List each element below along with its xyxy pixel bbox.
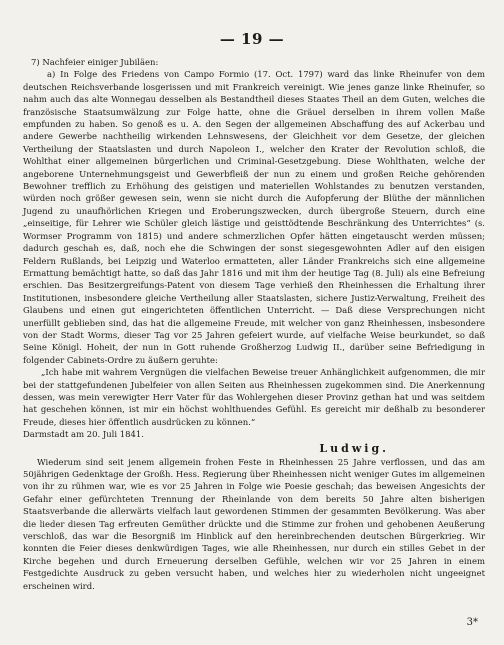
quoted-decree: „Ich habe mit wahrem Vergnügen die vielfachen Beweise treuer Anhänglichkeit aufgenommen, die mir bei der stattgefundenen Jubelfeier von allen Seiten aus Rheinhessen zugekommen sind. Die Anerkennung dessen, was mein verewigter Herr Vater für das Wohlergehen dieser Provinz gethan hat und was seitdem hat geschehen können, ist mir ein höchst wohlthuendes Gefühl. Es gereicht mir deßhalb zu besonderer Freude, dieses hier öffentlich ausdrücken zu können.“: [23, 367, 485, 427]
signature-mark: 3*: [466, 617, 478, 628]
closing-paragraph: Wiederum sind seit jenem allgemein frohen Feste in Rheinhessen 25 Jahre verflossen, und das am 50jährigen Gedenktage der Großh. Hess. Regierung über Rheinhessen nicht weniger Gutes im allgemeinen von ihr zu rühmen war, wie es vor 25 Jahren in Folge wie Poesie geschah; das beweisen Angesichts der Gefahr einer gefürchteten Trennung der Rheinlande von dem bereits 50 Jahre alten bisherigen Staatsverbande die allerwärts vielfach laut gewordenen Stimmen der gesammten Bevölkerung. Was aber die lieder diesen Tag erfreuten Gemüther drückte und die Stimme zur frohen und gehobenen Aeußerung verschloß, das war die Besorgniß im Hinblick auf den hereinbrechenden deutschen Bürgerkrieg. Wir konnten die Feier dieses denkwürdigen Tages, wie alle Rheinhessen, nur durch ein stilles Gebet in der Kirche begehen und durch Erneuerung derselben Gefühle, welchen wir vor 25 Jahren in einem Festgedichte Ausdruck zu geben versucht haben, und welches hier zu wiederholen nicht ungeeignet erscheinen wird.: [23, 456, 485, 591]
paragraph-a: a) In Folge des Friedens von Campo Formio (17. Oct. 1797) ward das linke Rheinufer von dem deutschen Reichsverbande losgerissen und mit Frankreich vereinigt. Wie jenes ganze linke Rheinufer, so nahm auch das alte Wonnegau desselben als Bestandtheil dieses Staates Theil an dem Guten, welches die französische Staatsumwälzung zur Folge hatte, ohne die Gräuel derselben in ihrem vollen Maße empfunden zu haben. So genoß es u. A. den Segen der allgemeinen Abschaffung des auf Ackerbau und andere Gewerbe nachtheilig wirkenden Lehnswesens, der Gleichheit vor dem Gesetze, der gleichen Vertheilung der Staatslasten und durch Napoleon I., welcher den Krater der Revolution schloß, die Wohlthat einer allgemeinen bürgerlichen und Criminal-Gesetzgebung. Diese Wohlthaten, welche der angeborene Unternehmungsgeist und Gewerbfleiß der nun zu einem und großen Reiche gehörenden Bewohner trefflich zu Erhöhung des geistigen und materiellen Wohlstandes zu benutzen verstanden, würden noch größer gewesen sein, wenn sie nicht durch die Aufopferung der Blüthe der männlichen Jugend zu unaufhörlichen Kriegen und Eroberungszwecken, durch übergroße Steuern, durch eine „einseitige, für Lehrer wie Schüler gleich lästige und geisttödtende Beschränkung des Unterrichtes“ (s. Wormser Programm von 1815) und andere schmerzlichen Opfer hätten eingetauscht werden müssen; dadurch geschah es, daß, noch ehe die Schwingen der sonst siegesgewohnten Adler auf den eisigen Feldern Rußlands, bei Leipzig und Waterloo ermatteten, aller Länder Frankreichs sich eine allgemeine Ermattung bemächtigt hatte, so daß das Jahr 1816 und mit ihm der heutige Tag (8. Juli) als eine Befreiung erschien. Das Besitzergreifungs-Patent von diesem Tage verhieß den Rheinhessen die Erhaltung ihrer Institutionen, insbesondere gleiche Vertheilung aller Staatslasten, sichere Justiz-Verwaltung, Freiheit des Glaubens und einen gut eingerichteten öffentlichen Unterricht. — Daß diese Versprechungen nicht unerfüllt geblieben sind, das hat die allgemeine Freude, mit welcher von ganz Rheinhessen, insbesondere von der Stadt Worms, dieser Tag vor 25 Jahren gefeiert wurde, auf vielfache Weise beurkundet, so daß Seine Königl. Hoheit, der nun in Gott ruhende Großherzog Ludwig II., darüber seine Befriedigung in folgender Cabinets-Ordre zu äußern geruhte:: [23, 69, 485, 365]
document-body: [23, 56, 485, 592]
signature: Ludwig.: [319, 441, 389, 455]
page-number: — 19 —: [219, 30, 285, 48]
section-heading: 7) Nachfeier einiger Jubiläen:: [31, 57, 159, 67]
dateline: Darmstadt am 20. Juli 1841.: [23, 429, 144, 440]
